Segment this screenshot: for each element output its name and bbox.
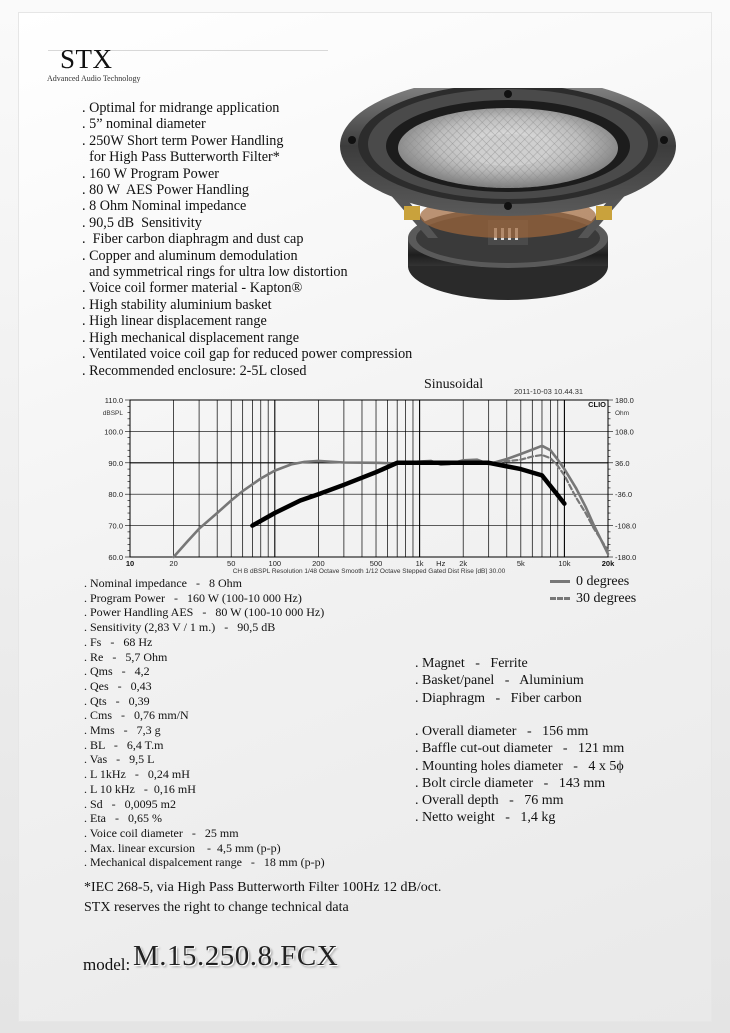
y-unit-label: dBSPL	[102, 410, 123, 417]
parameter-item: . Program Power - 160 W (100-10 000 Hz)	[84, 590, 302, 605]
parameter-item: . Qes - 0,43	[84, 678, 152, 693]
x-tick-label: 1k	[415, 559, 424, 568]
legend-label-30deg: 30 degrees	[576, 590, 637, 606]
model-number: M.15.250.8.FCX	[133, 940, 339, 972]
chart-footer: CH B dBSPL Resolution 1/48 Octave Smooth 1/12 Octave Stepped Gated Dist Rise [dB] 30.00	[232, 568, 506, 574]
x-tick-label: 2k	[459, 559, 468, 568]
feature-item: and symmetrical rings for ultra low distortion	[82, 264, 348, 281]
frequency-response-chart	[100, 392, 660, 574]
feature-item: . Ventilated voice coil gap for reduced power compression	[82, 346, 413, 363]
x-tick-label: 5k	[516, 559, 525, 568]
dimension-item: . Overall diameter - 156 mm	[415, 724, 589, 739]
parameter-item: . BL - 6,4 T.m	[84, 737, 164, 752]
y-tick-label: 70.0	[108, 521, 123, 531]
parameter-item: . Vas - 9,5 L	[84, 752, 155, 767]
feature-item: . High mechanical displacement range	[82, 329, 300, 346]
parameter-list	[84, 576, 325, 870]
parameter-item: . L 10 kHz - 0,16 mH	[84, 781, 196, 796]
chart-grid	[125, 400, 613, 557]
feature-item: . Optimal for midrange application	[82, 100, 280, 116]
chart-frame	[130, 400, 608, 557]
y2-unit-label: Ohm	[615, 410, 630, 417]
material-item: . Diaphragm - Fiber carbon	[415, 690, 582, 706]
y2-tick-label: -108.0	[615, 521, 637, 531]
y2-tick-label: -180.0	[615, 553, 637, 562]
parameter-item: . Fs - 68 Hz	[84, 634, 153, 649]
x-tick-label: 500	[369, 559, 383, 568]
feature-item: . 160 W Program Power	[82, 165, 220, 182]
legend-item-30deg	[550, 590, 636, 607]
y-tick-label: 100.0	[104, 427, 123, 437]
parameter-item: . Nominal impedance - 8 Ohm	[84, 576, 242, 590]
feature-item: for High Pass Butterworth Filter*	[82, 149, 280, 166]
x-tick-label: 200	[312, 559, 325, 568]
legend-label-0deg: 0 degrees	[576, 573, 630, 589]
x-tick-label: Hz	[436, 559, 446, 568]
dimension-item: . Netto weight - 1,4 kg	[415, 810, 556, 826]
feature-item: . High stability aluminium basket	[82, 296, 272, 313]
parameter-item: . Mms - 7,3 g	[84, 723, 161, 738]
parameter-item: . Sd - 0,0095 m2	[84, 796, 177, 811]
x-tick-label: 100	[268, 559, 282, 568]
legend-item-0deg	[550, 573, 636, 590]
parameter-item: . Max. linear excursion - 4,5 mm (p-p)	[84, 840, 281, 855]
chart-timestamp: 2011-10-03 10.44.31	[514, 387, 584, 396]
x-tick-label: 10	[125, 559, 135, 568]
model-label: model:	[83, 955, 131, 974]
brand-logo: STX	[60, 44, 113, 74]
y-tick-label: 80.0	[108, 490, 123, 500]
material-item: . Magnet - Ferrite	[415, 656, 528, 671]
feature-item: . 80 W AES Power Handling	[82, 182, 249, 199]
feature-item: . 250W Short term Power Handling	[82, 132, 284, 149]
x-tick-label: 50	[227, 559, 236, 568]
parameter-item: . Sensitivity (2,83 V / 1 m.) - 90,5 dB	[84, 620, 276, 635]
feature-item: . Voice coil former material - Kapton®	[82, 280, 303, 297]
chart-software-label: CLIO	[588, 400, 606, 409]
dimension-item: . Mounting holes diameter - 4 x 5ϕ	[415, 758, 624, 774]
feature-item: . 5” nominal diameter	[82, 116, 206, 133]
materials-list	[415, 655, 584, 707]
dimensions-list	[415, 723, 624, 827]
parameter-item: . L 1kHz - 0,24 mH	[84, 767, 190, 782]
chart-legend	[550, 573, 636, 607]
parameter-item: . Cms - 0,76 mm/N	[84, 708, 189, 723]
chart-title: Sinusoidal	[424, 377, 484, 392]
parameter-item: . Mechanical dispalcement range - 18 mm (p-p)	[84, 855, 325, 870]
footnote: *IEC 268-5, via High Pass Butterworth Filter 100Hz 12 dB/oct.	[84, 880, 442, 895]
speaker-image	[338, 88, 678, 318]
y2-tick-label: 180.0	[615, 396, 634, 405]
y2-tick-label: 108.0	[615, 427, 634, 437]
feature-item: . High linear displacement range	[82, 313, 267, 330]
parameter-item: . Voice coil diameter - 25 mm	[84, 825, 239, 840]
dimension-item: . Overall depth - 76 mm	[415, 793, 564, 809]
y-tick-label: 90.0	[108, 458, 123, 468]
feature-item: . Copper and aluminum demodulation	[82, 247, 298, 264]
x-tick-label: 10k	[558, 559, 571, 568]
feature-item: . Fiber carbon diaphragm and dust cap	[82, 231, 304, 248]
brand-tagline: Advanced Audio Technology	[47, 74, 141, 83]
feature-item: . 8 Ohm Nominal impedance	[82, 198, 247, 215]
dimension-item: . Bolt circle diameter - 143 mm	[415, 775, 606, 791]
y2-tick-label: 36.0	[615, 458, 630, 468]
dimension-item: . Baffle cut-out diameter - 121 mm	[415, 741, 625, 757]
y2-tick-label: -36.0	[615, 490, 633, 500]
feature-item: . Recommended enclosure: 2-5L closed	[82, 362, 307, 379]
legend-dashed-swatch	[550, 597, 570, 600]
legend-solid-swatch	[550, 580, 570, 583]
y-tick-label: 60.0	[108, 553, 123, 562]
feature-item: . 90,5 dB Sensitivity	[82, 214, 202, 231]
parameter-item: . Power Handling AES - 80 W (100-10 000 Hz)	[84, 605, 325, 620]
y-tick-label: 110.0	[104, 396, 123, 405]
parameter-item: . Qms - 4,2	[84, 664, 150, 679]
parameter-item: . Re - 5,7 Ohm	[84, 649, 168, 664]
x-tick-label: 20	[169, 559, 178, 568]
reserves-notice: STX reserves the right to change technical data	[84, 900, 349, 915]
parameter-item: . Qts - 0,39	[84, 693, 150, 708]
parameter-item: . Eta - 0,65 %	[84, 811, 162, 826]
x-tick-label: 20k	[601, 559, 615, 568]
material-item: . Basket/panel - Aluminium	[415, 673, 584, 689]
